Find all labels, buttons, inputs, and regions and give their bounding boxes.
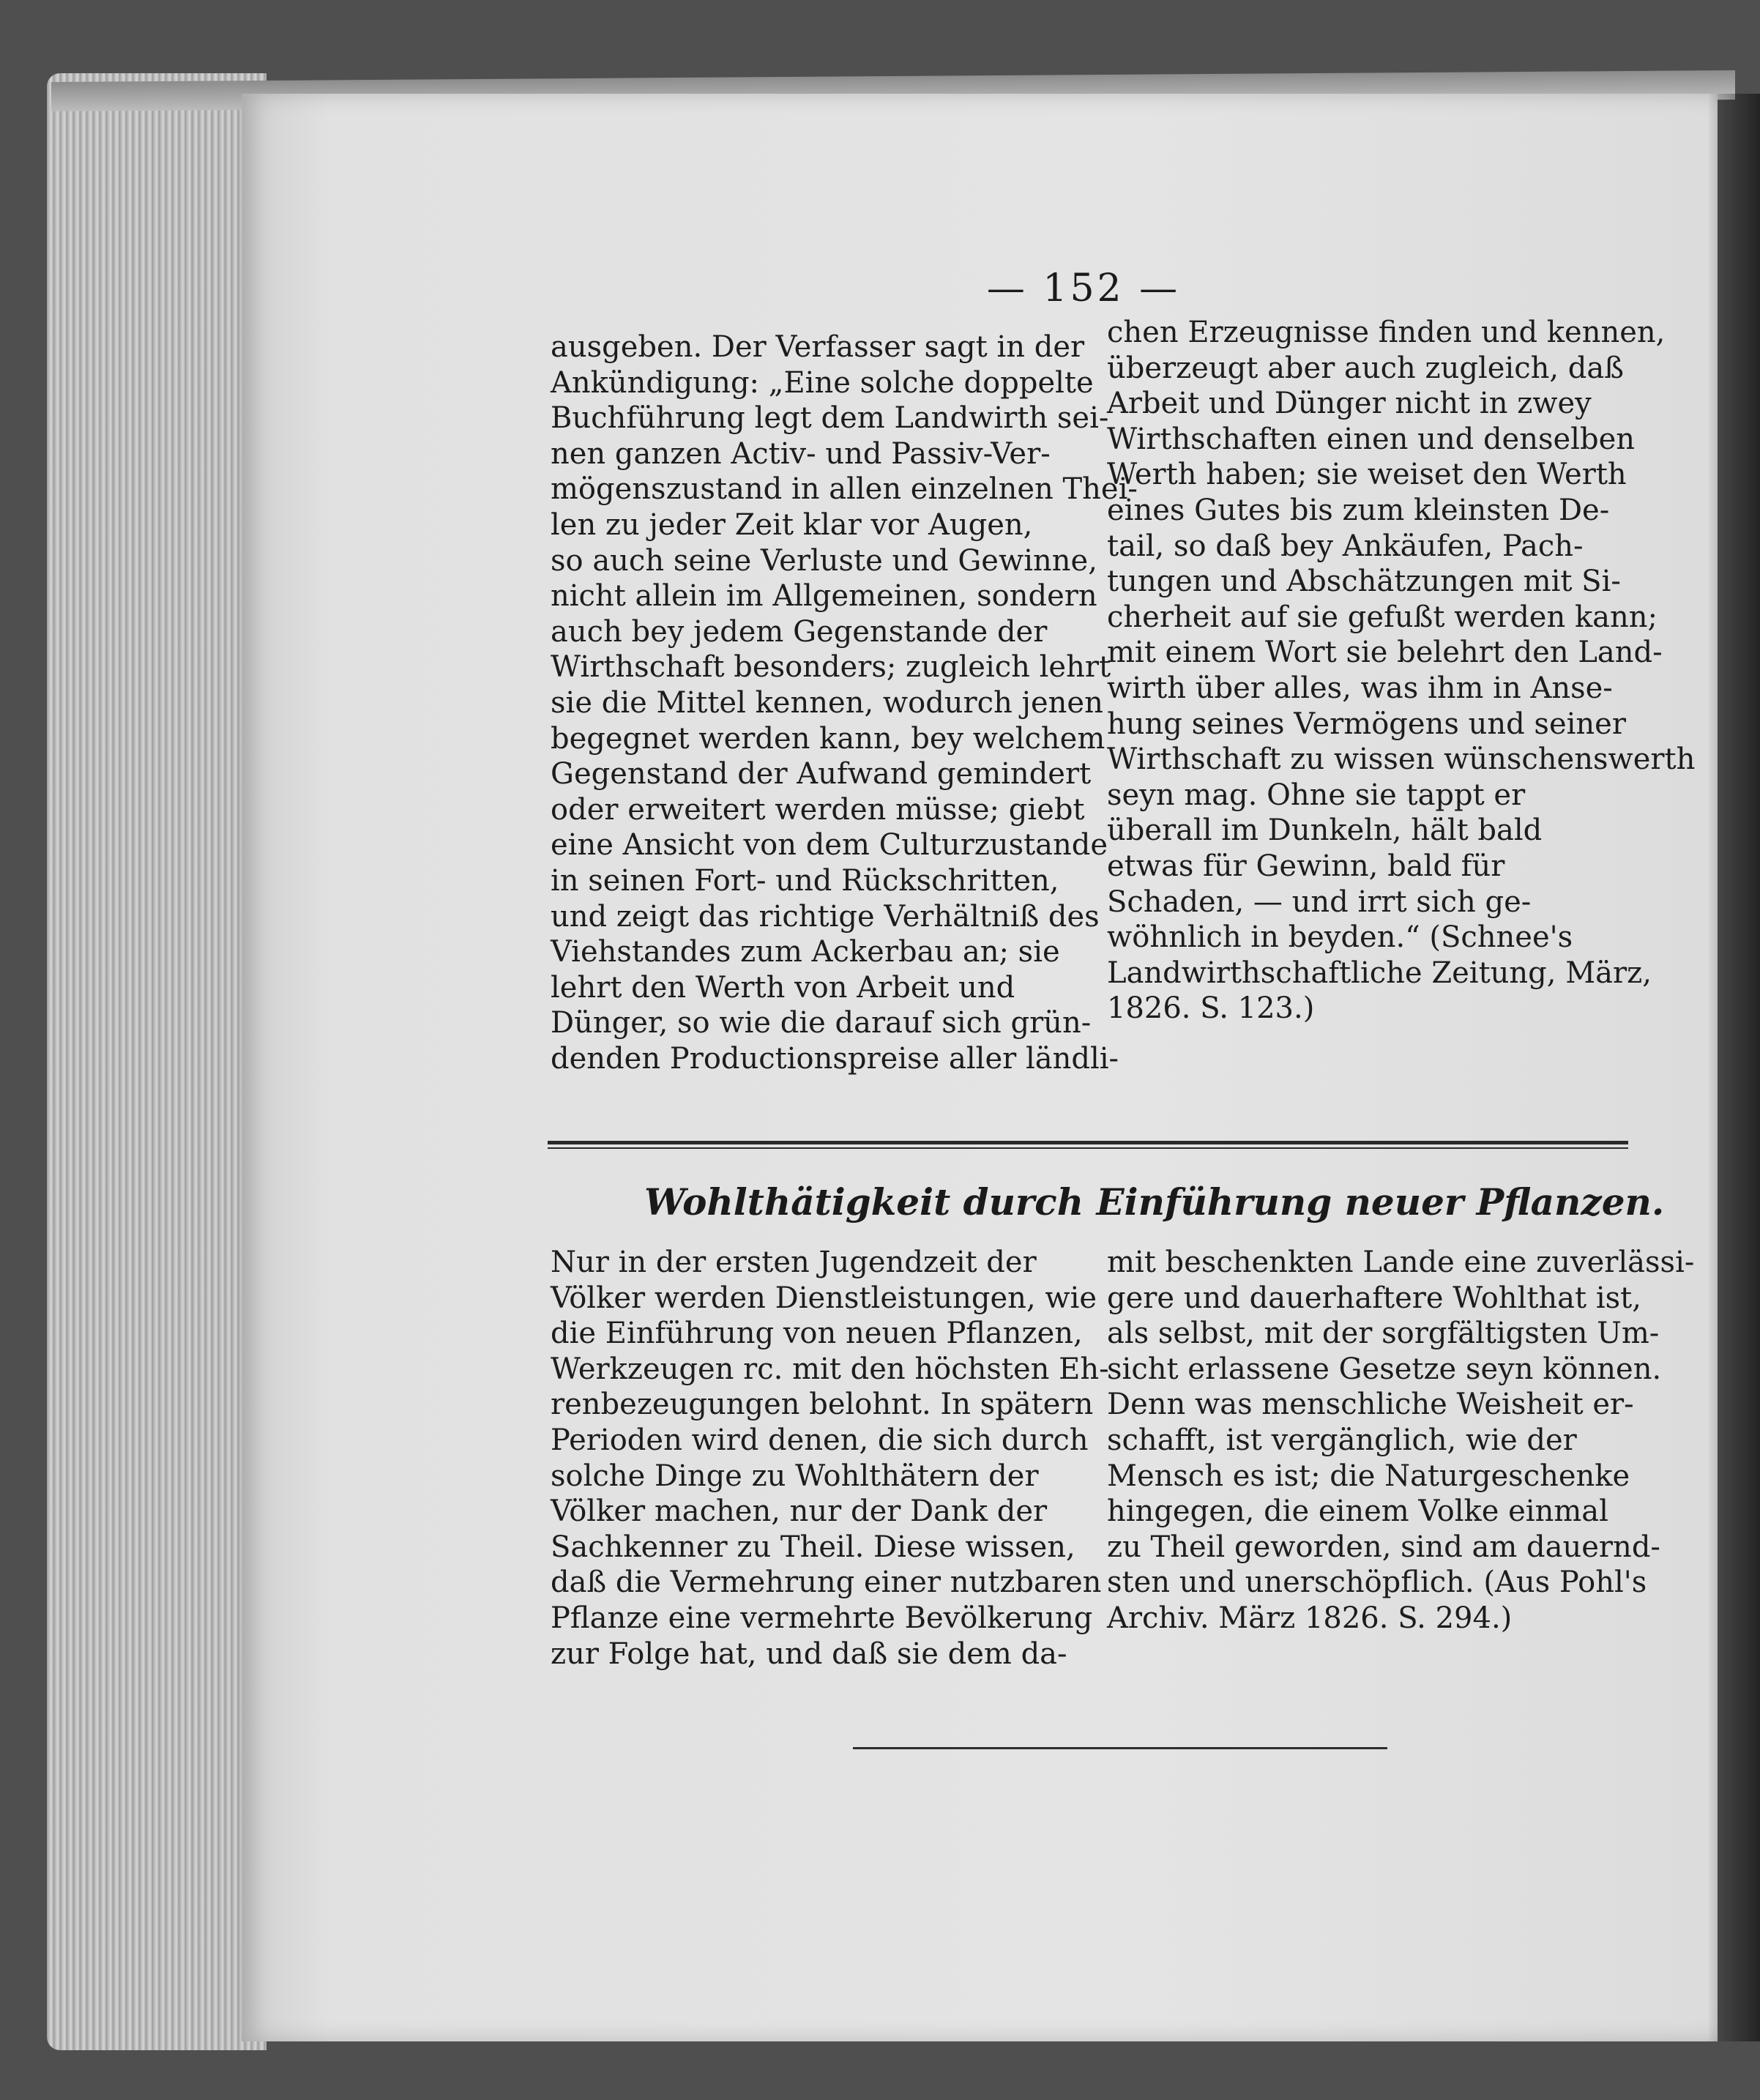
article1-column-left [551, 329, 1138, 1076]
article2-right-line: mit beschenkten Lande eine zuverlässi- [1107, 1246, 1695, 1279]
article2-column-left [551, 1245, 1109, 1672]
article1-left-line: oder erweitert werden müsse; giebt [551, 792, 1085, 827]
article1-column-right [1107, 315, 1696, 1027]
page-fold-shadow [1709, 94, 1760, 2041]
article2-left-line: Nur in der ersten Jugendzeit der [551, 1246, 1037, 1279]
article2-right-line: Denn was menschliche Weisheit er- [1107, 1388, 1634, 1422]
article1-left-line: sie die Mittel kennen, wodurch jenen [551, 685, 1103, 720]
article1-left-line: Buchführung legt dem Landwirth sei- [551, 401, 1109, 436]
article1-left-line: eine Ansicht von dem Culturzustande [551, 828, 1108, 863]
article1-left-line: so auch seine Verluste und Gewinne, [551, 543, 1097, 578]
article1-right-line: überall im Dunkeln, hält bald [1107, 813, 1543, 848]
article2-title: Wohlthätigkeit durch Einführung neuer Pflanzen. [644, 1180, 1665, 1224]
article2-left-line: die Einführung von neuen Pflanzen, [551, 1317, 1083, 1351]
page-number: — 152 — [986, 267, 1181, 310]
article2-left-line: Werkzeugen rc. mit den höchsten Eh- [551, 1352, 1109, 1386]
article1-left-line: in seinen Fort- und Rückschritten, [551, 863, 1059, 898]
article2-left-line: Sachkenner zu Theil. Diese wissen, [551, 1530, 1075, 1564]
article1-left-line: ausgeben. Der Verfasser sagt in der [551, 330, 1085, 364]
article1-right-line: cherheit auf sie gefußt werden kann; [1107, 600, 1658, 634]
article1-left-line: nicht allein im Allgemeinen, sondern [551, 579, 1097, 614]
article1-left-line: denden Productionspreise aller ländli- [551, 1041, 1119, 1076]
book-page-edges [47, 73, 266, 2050]
article2-left-line: Völker machen, nur der Dank der [551, 1494, 1048, 1529]
article2-left-line: Pflanze eine vermehrte Bevölkerung [551, 1601, 1093, 1635]
article1-right-line: Arbeit und Dünger nicht in zwey [1107, 387, 1592, 421]
article1-right-line: eines Gutes bis zum kleinsten De- [1107, 493, 1610, 527]
article2-left-line: Perioden wird denen, die sich durch [551, 1423, 1089, 1457]
article1-right-line: Wirthschaften einen und denselben [1107, 422, 1636, 456]
article-end-rule [853, 1747, 1387, 1749]
article1-right-line: seyn mag. Ohne sie tappt er [1107, 778, 1526, 812]
article2-column-right [1107, 1245, 1695, 1637]
article2-right-line: sten und unerschöpflich. (Aus Pohl's [1107, 1565, 1647, 1600]
article2-right-line: sicht erlassene Gesetze seyn können. [1107, 1352, 1662, 1386]
article1-right-line: Schaden, — und irrt sich ge- [1107, 885, 1532, 919]
article1-right-line: tail, so daß bey Ankäufen, Pach- [1107, 529, 1584, 563]
article1-right-line: überzeugt aber auch zugleich, daß [1107, 351, 1624, 385]
article1-right-line: tungen und Abschätzungen mit Si- [1107, 565, 1621, 599]
article1-left-line: nen ganzen Activ- und Passiv-Ver- [551, 436, 1051, 471]
article1-right-line: chen Erzeugnisse finden und kennen, [1107, 316, 1666, 349]
article1-left-line: auch bey jedem Gegenstande der [551, 614, 1048, 649]
article1-left-line: Ankündigung: „Eine solche doppelte [551, 365, 1094, 400]
article1-right-line: wirth über alles, was ihm in Anse- [1107, 671, 1613, 705]
article1-left-line: lehrt den Werth von Arbeit und [551, 970, 1015, 1005]
article2-left-line: solche Dinge zu Wohlthätern der [551, 1459, 1039, 1493]
article2-right-line: zu Theil geworden, sind am dauernd- [1107, 1530, 1660, 1564]
article1-right-line: wöhnlich in beyden.“ (Schnee's [1107, 920, 1573, 955]
article1-right-line: hung seines Vermögens und seiner [1107, 707, 1626, 741]
article2-right-line: hingegen, die einem Volke einmal [1107, 1494, 1608, 1529]
article2-left-line: daß die Vermehrung einer nutzbaren [551, 1565, 1102, 1600]
article2-left-line: zur Folge hat, und daß sie dem da- [551, 1637, 1067, 1671]
article1-right-line: Landwirthschaftliche Zeitung, März, [1107, 956, 1652, 990]
article1-right-line: mit einem Wort sie belehrt den Land- [1107, 636, 1663, 670]
article1-left-line: Gegenstand der Aufwand gemindert [551, 757, 1092, 792]
article2-right-line: Archiv. März 1826. S. 294.) [1107, 1601, 1513, 1635]
article1-left-line: Dünger, so wie die darauf sich grün- [551, 1006, 1092, 1040]
article2-right-line: Mensch es ist; die Naturgeschenke [1107, 1459, 1630, 1493]
article1-left-line: len zu jeder Zeit klar vor Augen, [551, 507, 1033, 542]
article1-left-line: Viehstandes zum Ackerbau an; sie [551, 935, 1060, 969]
article2-left-line: renbezeugungen belohnt. In spätern [551, 1388, 1094, 1422]
article2-left-line: Völker werden Dienstleistungen, wie [551, 1281, 1097, 1315]
article1-left-line: begegnet werden kann, bey welchem [551, 721, 1105, 756]
article1-left-line: und zeigt das richtige Verhältniß des [551, 899, 1100, 934]
article1-right-line: Werth haben; sie weiset den Werth [1107, 458, 1627, 492]
article1-right-line: etwas für Gewinn, bald für [1107, 849, 1505, 883]
article2-right-line: gere und dauerhaftere Wohlthat ist, [1107, 1281, 1641, 1315]
article2-right-line: schafft, ist vergänglich, wie der [1107, 1423, 1577, 1457]
article1-right-line: 1826. S. 123.) [1107, 991, 1315, 1026]
article2-right-line: als selbst, mit der sorgfältigsten Um- [1107, 1317, 1660, 1351]
article1-right-line: Wirthschaft zu wissen wünschenswerth [1107, 742, 1696, 777]
article1-left-line: Wirthschaft besonders; zugleich lehrt [551, 650, 1111, 685]
section-divider-rule [548, 1141, 1628, 1149]
article1-left-line: mögenszustand in allen einzelnen Thei- [551, 472, 1138, 507]
